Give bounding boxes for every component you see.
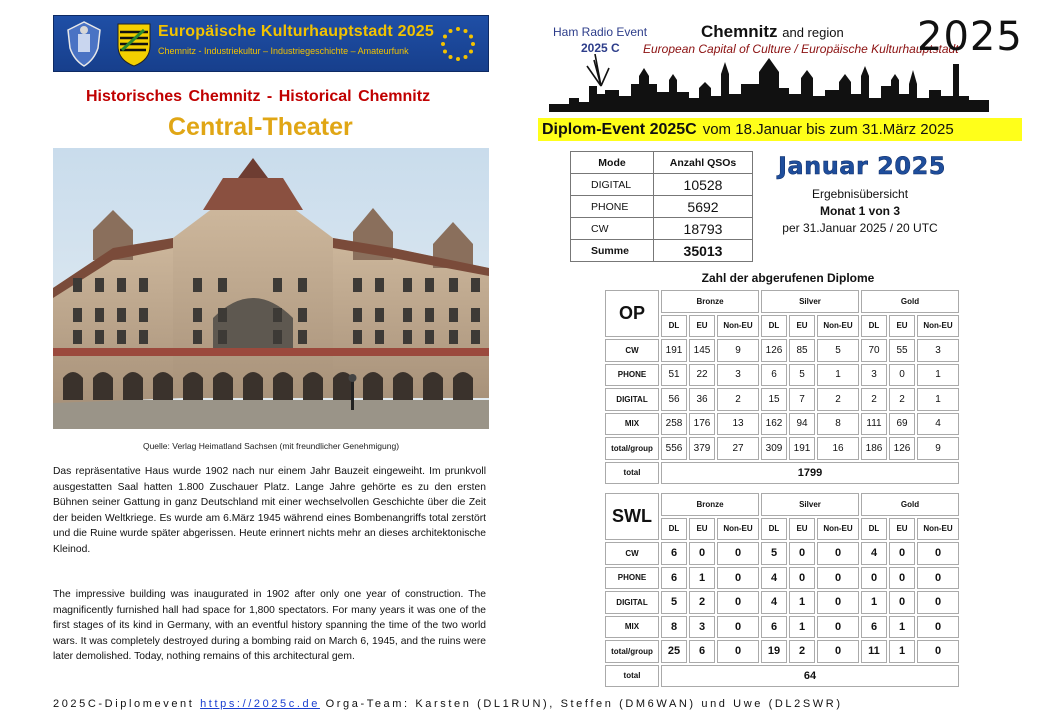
qso-mode: CW — [571, 218, 654, 240]
qso-sum-row — [571, 240, 753, 262]
total-value: 1799 — [661, 462, 959, 485]
table-cell: 258 — [661, 413, 687, 436]
subheader-cell: DL — [861, 315, 887, 338]
summary-block — [770, 186, 950, 237]
table-cell: 4 — [761, 567, 787, 590]
table-cell: 0 — [689, 542, 715, 565]
table-cell: 6 — [861, 616, 887, 639]
eu-stars-icon — [436, 23, 480, 65]
op-diploma-table — [603, 288, 961, 486]
banner-title: Europäische Kulturhauptstadt 2025 — [158, 23, 434, 40]
qso-header-row — [571, 152, 753, 174]
saxony-coat-of-arms-icon — [114, 20, 154, 68]
paragraph-english: The impressive building was inaugurated in 1902 after only one year of construction. The magnificently furnished hall had space for 1,800 spectators. For many years it was one of the first stages of its kind in Germany, with an eventful history spanning the time of the two world wars. It was completely destroyed during a bombing raid on March 6, 1945, and the ruins were later demolished. Today, nothing remains of this architectural gem. — [53, 589, 486, 663]
qso-count: 10528 — [654, 174, 753, 196]
table-cell: 2 — [889, 388, 915, 411]
row-label: MIX — [605, 616, 659, 639]
table-cell: 0 — [789, 542, 815, 565]
table-cell: 309 — [761, 437, 787, 460]
table-cell: 16 — [817, 437, 859, 460]
swl-diploma-table — [603, 491, 961, 689]
qso-count: 35013 — [654, 240, 753, 262]
summary-line1: Ergebnisübersicht — [811, 187, 909, 201]
ecoc-subtitle: European Capital of Culture / Europäische Kulturhauptstadt — [643, 42, 959, 56]
table-cell: 0 — [917, 591, 959, 614]
table-cell: 6 — [661, 567, 687, 590]
table-row — [605, 388, 959, 411]
table-cell: 1 — [817, 364, 859, 387]
table-cell: 0 — [817, 567, 859, 590]
table-cell: 5 — [661, 591, 687, 614]
table-cell: 36 — [689, 388, 715, 411]
table-row — [605, 567, 959, 590]
table-cell: 0 — [817, 591, 859, 614]
table-cell: 85 — [789, 339, 815, 362]
paragraph-german: Das repräsentative Haus wurde 1902 nach nur einem Jahr Bauzeit eingeweiht. Im prunkvoll ausgestatten Saal hatten 1.800 Zuschauer Platz. Lange Jahre gehörte es zu den ersten Bühnen seiner Gattung in ganz Deutschland mit einer wechselvollen Geschichte über die Zeit der beiden Weltkriege. Es wurde am 6.März 1945 während eines Bombenangriffs total zerstört und die Ruine wurde später abgerissen. Heute erinnert nichts mehr an dieses architektonische Kleinod. — [53, 466, 486, 555]
table-cell: 51 — [661, 364, 687, 387]
table-cell: 25 — [661, 640, 687, 663]
table-cell: 0 — [889, 567, 915, 590]
website-link[interactable]: https://2025c.de — [200, 698, 320, 710]
table-cell: 94 — [789, 413, 815, 436]
table-cell: 19 — [761, 640, 787, 663]
group-header-bronze: Bronze — [661, 290, 759, 313]
table-cell: 0 — [889, 542, 915, 565]
footer-team: Orga-Team: Karsten (DL1RUN), Steffen (DM6WAN) und Uwe (DL2SWR) — [325, 698, 843, 710]
table-cell: 1 — [889, 640, 915, 663]
table-cell: 0 — [917, 640, 959, 663]
central-theater-photo — [53, 148, 489, 429]
table-cell: 2 — [817, 388, 859, 411]
group-header-row — [605, 493, 959, 516]
table-cell: 6 — [761, 364, 787, 387]
ham-radio-event-label: Ham Radio Event — [553, 25, 648, 39]
group-header-gold: Gold — [861, 493, 959, 516]
table-cell: 13 — [717, 413, 759, 436]
table-cell: 2 — [689, 591, 715, 614]
diplom-event-title: Diplom-Event 2025C — [542, 121, 697, 138]
diploma-count-title: Zahl der abgerufenen Diplome — [701, 271, 875, 285]
summary-line3: per 31.Januar 2025 / 20 UTC — [782, 221, 938, 235]
group-header-row — [605, 290, 959, 313]
qso-header-mode: Mode — [571, 152, 654, 174]
row-label: DIGITAL — [605, 591, 659, 614]
subheader-cell: EU — [789, 518, 815, 541]
table-cell: 186 — [861, 437, 887, 460]
qso-count: 5692 — [654, 196, 753, 218]
table-cell: 5 — [789, 364, 815, 387]
event-call-label: 2025 C — [581, 41, 620, 55]
total-row — [605, 462, 959, 485]
table-cell: 8 — [817, 413, 859, 436]
table-cell: 27 — [717, 437, 759, 460]
table-row — [605, 339, 959, 362]
table-cell: 176 — [689, 413, 715, 436]
table-cell: 162 — [761, 413, 787, 436]
table-cell: 0 — [717, 616, 759, 639]
table-cell: 56 — [661, 388, 687, 411]
qso-table — [570, 151, 753, 262]
table-cell: 3 — [917, 339, 959, 362]
table-cell: 0 — [717, 640, 759, 663]
table-cell: 0 — [817, 640, 859, 663]
table-cell: 2 — [789, 640, 815, 663]
table-cell: 3 — [717, 364, 759, 387]
subheader-cell: EU — [689, 518, 715, 541]
table-cell: 0 — [861, 567, 887, 590]
row-label: CW — [605, 339, 659, 362]
table-cell: 6 — [689, 640, 715, 663]
group-header-silver: Silver — [761, 493, 859, 516]
table-cell: 22 — [689, 364, 715, 387]
table-cell: 6 — [661, 542, 687, 565]
chemnitz-coat-of-arms-icon — [60, 20, 108, 68]
row-label: total/group — [605, 640, 659, 663]
subheader-cell: EU — [689, 315, 715, 338]
table-cell: 8 — [661, 616, 687, 639]
qso-count: 18793 — [654, 218, 753, 240]
table-cell: 0 — [817, 542, 859, 565]
city-title — [701, 22, 844, 42]
skyline-icon — [549, 54, 989, 112]
city-suffix: and region — [782, 25, 844, 40]
subheader-cell: DL — [761, 518, 787, 541]
table-cell: 126 — [889, 437, 915, 460]
table-cell: 0 — [917, 542, 959, 565]
subheader-cell: Non-EU — [817, 518, 859, 541]
table-cell: 70 — [861, 339, 887, 362]
subheader-cell: Non-EU — [717, 315, 759, 338]
table-cell: 69 — [889, 413, 915, 436]
table-row — [605, 542, 959, 565]
banner-subtitle: Chemnitz - Industriekultur – Industriegeschichte – Amateurfunk — [158, 46, 409, 56]
qso-mode: PHONE — [571, 196, 654, 218]
footer-prefix: 2025C-Diplomevent — [53, 698, 195, 710]
footer — [53, 698, 843, 710]
table-cell: 11 — [861, 640, 887, 663]
diplom-event-dates: vom 18.Januar bis zum 31.März 2025 — [702, 121, 954, 138]
table-cell: 2 — [717, 388, 759, 411]
table-cell: 0 — [717, 591, 759, 614]
table-cell: 5 — [761, 542, 787, 565]
row-label: total/group — [605, 437, 659, 460]
table-cell: 0 — [817, 616, 859, 639]
table-cell: 0 — [917, 616, 959, 639]
table-cell: 0 — [789, 567, 815, 590]
table-label: OP — [605, 290, 659, 337]
table-cell: 1 — [917, 388, 959, 411]
subheader-cell: DL — [661, 315, 687, 338]
subheader-cell: EU — [889, 315, 915, 338]
table-row — [605, 413, 959, 436]
table-cell: 0 — [889, 364, 915, 387]
table-cell: 3 — [861, 364, 887, 387]
table-label: SWL — [605, 493, 659, 540]
table-cell: 6 — [761, 616, 787, 639]
table-cell: 7 — [789, 388, 815, 411]
table-cell: 9 — [717, 339, 759, 362]
table-cell: 1 — [917, 364, 959, 387]
qso-row — [571, 174, 753, 196]
year-label: 2025 — [917, 14, 1023, 60]
table-cell: 379 — [689, 437, 715, 460]
subheader-cell: DL — [761, 315, 787, 338]
table-cell: 1 — [689, 567, 715, 590]
table-cell: 191 — [789, 437, 815, 460]
total-label: total — [605, 462, 659, 485]
table-cell: 3 — [689, 616, 715, 639]
table-cell: 1 — [789, 591, 815, 614]
subheader-cell: DL — [661, 518, 687, 541]
row-label: DIGITAL — [605, 388, 659, 411]
table-cell: 0 — [889, 591, 915, 614]
qso-mode: DIGITAL — [571, 174, 654, 196]
row-label: MIX — [605, 413, 659, 436]
summary-line2: Monat 1 von 3 — [819, 204, 900, 218]
subheader-cell: Non-EU — [717, 518, 759, 541]
subheader-cell: DL — [861, 518, 887, 541]
group-header-bronze: Bronze — [661, 493, 759, 516]
table-cell: 191 — [661, 339, 687, 362]
subheader-cell: EU — [889, 518, 915, 541]
table-cell: 0 — [917, 567, 959, 590]
page-title: Central-Theater — [168, 113, 353, 141]
table-cell: 0 — [717, 567, 759, 590]
total-value: 64 — [661, 665, 959, 688]
table-cell: 15 — [761, 388, 787, 411]
table-cell: 4 — [761, 591, 787, 614]
table-row — [605, 364, 959, 387]
table-cell: 0 — [717, 542, 759, 565]
table-row — [605, 616, 959, 639]
total-row — [605, 665, 959, 688]
row-label: CW — [605, 542, 659, 565]
qso-header-count: Anzahl QSOs — [654, 152, 753, 174]
subheader-cell: Non-EU — [917, 315, 959, 338]
group-header-silver: Silver — [761, 290, 859, 313]
qso-row — [571, 218, 753, 240]
subheader-cell: Non-EU — [817, 315, 859, 338]
photo-caption: Quelle: Verlag Heimatland Sachsen (mit freundlicher Genehmigung) — [142, 441, 400, 451]
event-banner — [549, 14, 1023, 114]
table-row — [605, 591, 959, 614]
historical-heading: Historisches Chemnitz - Historical Chemnitz — [86, 88, 431, 105]
city-name: Chemnitz — [701, 22, 778, 41]
subheader-cell: EU — [789, 315, 815, 338]
row-label: PHONE — [605, 567, 659, 590]
row-label: PHONE — [605, 364, 659, 387]
table-cell: 1 — [789, 616, 815, 639]
total-label: total — [605, 665, 659, 688]
table-cell: 4 — [917, 413, 959, 436]
table-cell: 9 — [917, 437, 959, 460]
table-cell: 126 — [761, 339, 787, 362]
table-cell: 4 — [861, 542, 887, 565]
table-cell: 5 — [817, 339, 859, 362]
ecoc-banner — [53, 15, 489, 72]
month-title: Januar 2025 — [778, 152, 946, 180]
table-row — [605, 640, 959, 663]
table-cell: 2 — [861, 388, 887, 411]
group-header-gold: Gold — [861, 290, 959, 313]
qso-row — [571, 196, 753, 218]
table-cell: 145 — [689, 339, 715, 362]
diplom-event-bar — [538, 118, 1022, 141]
table-cell: 55 — [889, 339, 915, 362]
table-cell: 1 — [861, 591, 887, 614]
qso-mode: Summe — [571, 240, 654, 262]
table-cell: 1 — [889, 616, 915, 639]
table-cell: 556 — [661, 437, 687, 460]
table-cell: 111 — [861, 413, 887, 436]
subheader-cell: Non-EU — [917, 518, 959, 541]
table-row — [605, 437, 959, 460]
